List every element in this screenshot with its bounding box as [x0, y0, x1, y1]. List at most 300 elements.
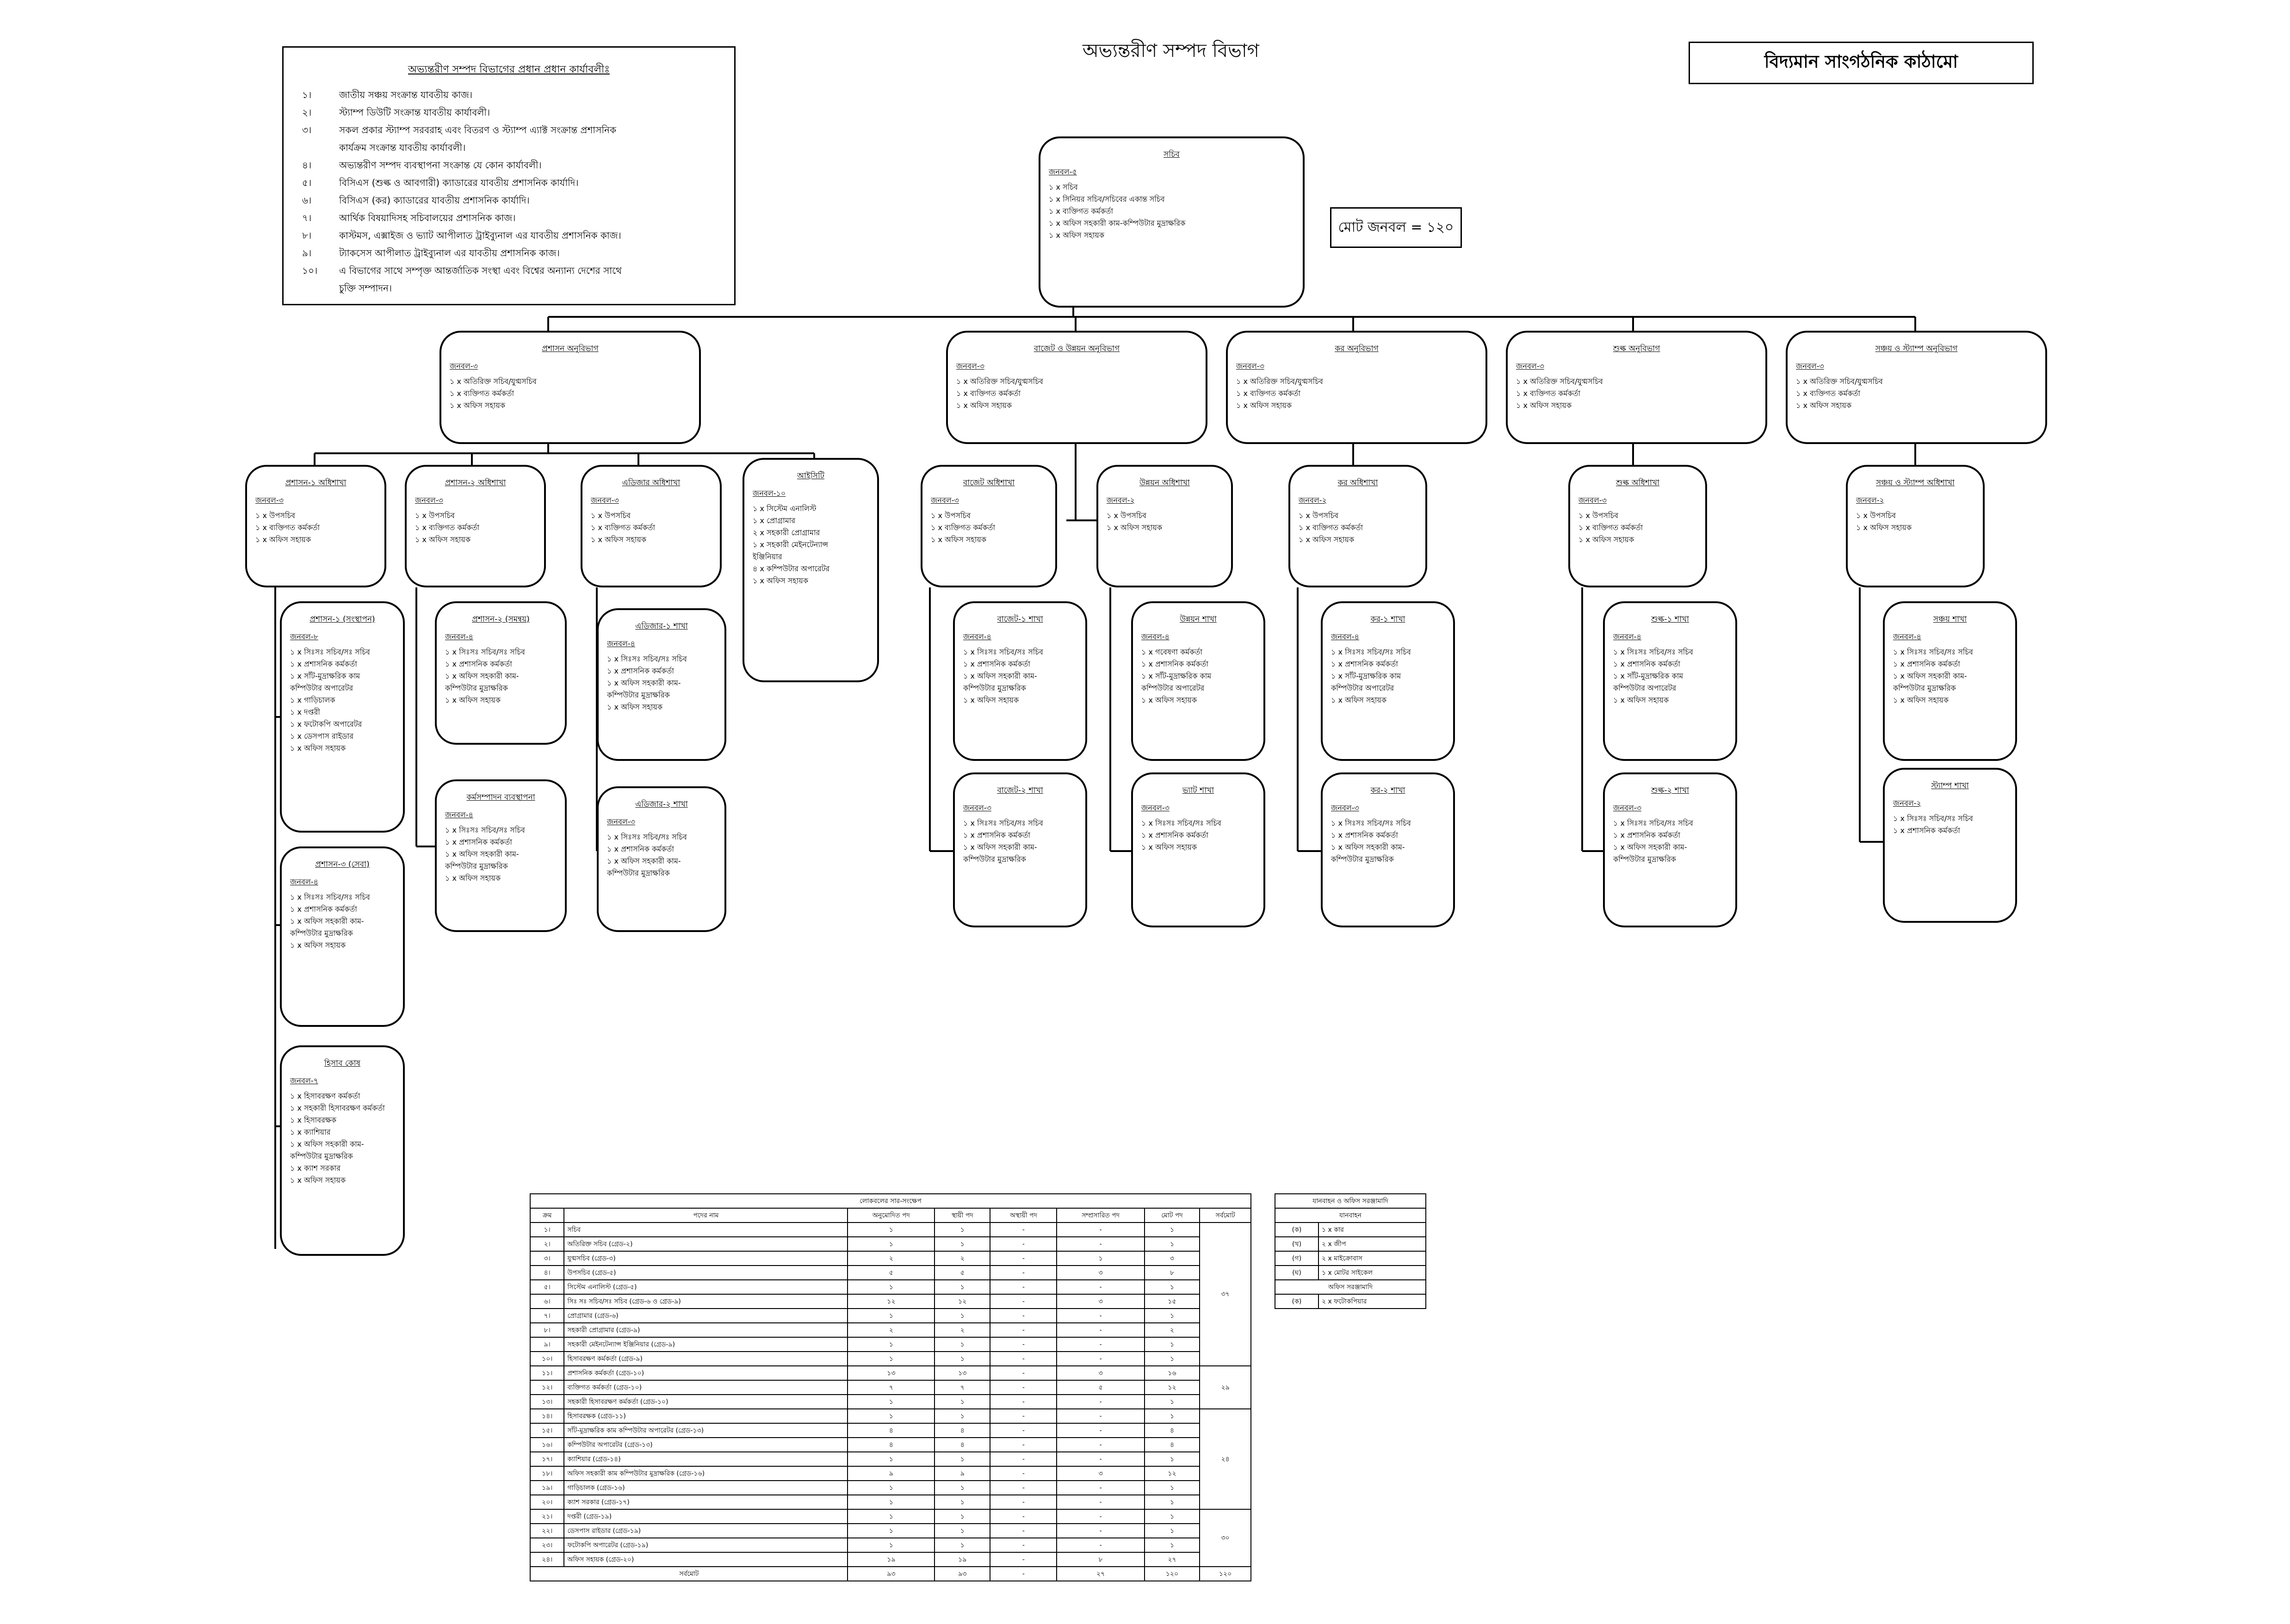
post-name-cell: সহকারী মেইনটেন্যান্স ইঞ্জিনিয়ার (গ্রেড-৯)	[564, 1337, 848, 1352]
group-total-cell: ২৪	[1200, 1409, 1251, 1509]
function-text	[339, 244, 560, 262]
summary-cell: ১	[935, 1395, 990, 1409]
box-line: ১ x ব্যক্তিগত কর্মকর্তা	[1578, 523, 1643, 532]
summary-cell: -	[1057, 1495, 1144, 1509]
box-manpower: জনবল-৪	[1331, 632, 1359, 641]
box-line: ১ x অফিস সহায়ক	[290, 1176, 346, 1185]
box-savings-branch	[1846, 465, 1985, 587]
box-line: ১ x অফিস সহায়ক	[1236, 401, 1292, 410]
box-customs1-section	[1603, 601, 1737, 761]
summary-cell: ১	[1145, 1280, 1200, 1294]
box-title: শুল্ক অধিশাখা	[1616, 478, 1659, 488]
box-admin2-branch	[405, 465, 546, 587]
box-line: ১ x অফিস সহায়ক	[290, 941, 346, 950]
summary-cell: -	[1057, 1524, 1144, 1538]
box-line: ১ x প্রশাসনিক কর্মকর্তা	[445, 838, 512, 846]
summary-cell: ১২	[1145, 1466, 1200, 1481]
summary-cell: ৭	[935, 1380, 990, 1395]
summary-cell: ১	[935, 1280, 990, 1294]
box-line: ১ x অতিরিক্ত সচিব/যুগ্মসচিব	[956, 377, 1043, 386]
box-line: কম্পিউটার মুদ্রাক্ষরিক	[1331, 855, 1394, 864]
box-line: ১ x ব্যক্তিগত কর্মকর্তা	[1796, 389, 1861, 398]
summary-cell: ২২।	[530, 1524, 564, 1538]
box-line: ১ x ডেসপাস রাইডার	[290, 732, 353, 741]
summary-cell: ১২।	[530, 1380, 564, 1395]
box-line: ২ x সহকারী প্রোগ্রামার	[753, 528, 820, 537]
post-name-cell: প্রশাসনিক কর্মকর্তা (গ্রেড-১০)	[564, 1366, 848, 1380]
summary-total-cell: ১২০	[1145, 1567, 1200, 1581]
box-line: ১ x অফিস সহায়ক	[1049, 231, 1105, 240]
box-line: ১ x অফিস সহায়ক	[607, 703, 663, 711]
box-line: ১ x সহকারী মেইনটেন্যান্স	[753, 540, 829, 549]
summary-row	[530, 1380, 1251, 1395]
summary-cell: -	[990, 1466, 1057, 1481]
function-item	[302, 156, 716, 174]
summary-cell: ৩।	[530, 1251, 564, 1266]
summary-cell: ১	[848, 1237, 935, 1251]
summary-cell: -	[990, 1395, 1057, 1409]
summary-cell: ১	[848, 1409, 935, 1423]
box-manpower: জনবল-৪	[445, 810, 473, 819]
function-text	[339, 156, 542, 174]
post-name-cell: সিস্টেম এনালিস্ট (গ্রেড-৫)	[564, 1280, 848, 1294]
box-line: ১ x অফিস সহায়ক	[591, 535, 647, 544]
summary-cell: ১২	[848, 1294, 935, 1309]
summary-cell: -	[1057, 1438, 1144, 1452]
box-admin3-section	[280, 846, 405, 1027]
vehicle-index: (খ)	[1275, 1237, 1318, 1251]
summary-cell: -	[1057, 1481, 1144, 1495]
function-text-line: জাতীয় সঞ্চয় সংক্রান্ত যাবতীয় কাজ।	[339, 89, 473, 100]
box-manpower: জনবল-৩	[1141, 803, 1170, 812]
box-title: ভ্যাট শাখা	[1182, 786, 1214, 795]
box-title: প্রশাসন-২ (সমন্বয়)	[472, 615, 530, 624]
post-name-cell: যুগ্মসচিব (গ্রেড-৩)	[564, 1251, 848, 1266]
box-manpower: জনবল-৩	[931, 496, 959, 505]
box-line: ১ x প্রশাসনিক কর্মকর্তা	[963, 660, 1030, 668]
summary-cell: -	[1057, 1509, 1144, 1524]
post-name-cell: সহকারী হিসাবরক্ষণ কর্মকর্তা (গ্রেড-১০)	[564, 1395, 848, 1409]
box-manpower: জনবল-৫	[1049, 167, 1077, 176]
function-item	[302, 191, 716, 209]
box-line: ১ x সিঃসঃ সচিব/সঃ সচিব	[1613, 819, 1693, 827]
summary-cell: ১	[935, 1524, 990, 1538]
summary-cell: ৩	[1057, 1366, 1144, 1380]
summary-row	[530, 1438, 1251, 1452]
summary-cell: ২	[935, 1323, 990, 1337]
summary-cell: -	[990, 1294, 1057, 1309]
summary-cell: ১	[848, 1538, 935, 1552]
function-number: ৫।	[302, 177, 312, 188]
box-customs-wing	[1506, 331, 1767, 444]
summary-cell: ১	[1145, 1237, 1200, 1251]
box-line: ১ x সিঃসঃ সচিব/সঃ সচিব	[963, 648, 1043, 656]
vehicle-row	[1275, 1251, 1426, 1266]
box-line: ১ x সিঃসঃ সচিব/সঃ সচিব	[290, 893, 370, 902]
summary-total-cell: ৯৩	[848, 1567, 935, 1581]
summary-cell: ২।	[530, 1237, 564, 1251]
box-title: কর অধিশাখা	[1337, 478, 1378, 488]
summary-cell: ১	[935, 1509, 990, 1524]
box-savings-section	[1883, 601, 2017, 761]
box-line: ১ x অফিস সহায়ক	[1299, 535, 1355, 544]
summary-row	[530, 1266, 1251, 1280]
summary-row	[530, 1251, 1251, 1266]
function-number: ৭।	[302, 212, 312, 223]
box-manpower: জনবল-৩	[255, 496, 284, 505]
box-vat-section	[1131, 772, 1265, 927]
summary-cell: ১	[935, 1223, 990, 1237]
box-line: ১ x সহকারী হিসাবরক্ষণ কর্মকর্তা	[290, 1104, 385, 1112]
post-name-cell: হিসাবরক্ষণ কর্মকর্তা (গ্রেড-৯)	[564, 1352, 848, 1366]
box-development-section	[1131, 601, 1265, 761]
box-line: ১ x প্রশাসনিক কর্মকর্তা	[1141, 831, 1208, 840]
box-line: ১ x অফিস সহায়ক	[963, 696, 1019, 704]
summary-cell: -	[990, 1552, 1057, 1567]
box-line: কম্পিউটার অপারেটর	[1141, 684, 1205, 692]
summary-cell: -	[990, 1251, 1057, 1266]
box-budget2-section	[953, 772, 1087, 927]
summary-cell: ১৮।	[530, 1466, 564, 1481]
box-title: প্রশাসন-৩ (সেবা)	[315, 860, 370, 869]
summary-cell: ১০।	[530, 1352, 564, 1366]
box-title: শুল্ক-২ শাখা	[1651, 786, 1689, 795]
summary-cell: ১।	[530, 1223, 564, 1237]
summary-header-cell: পদের নাম	[564, 1208, 848, 1223]
box-line: ১ x সাঁট-মুদ্রাক্ষরিক কাম	[1331, 672, 1401, 680]
box-line: ১ x হিসাবরক্ষক	[290, 1116, 337, 1124]
box-line: ১ x অফিস সহকারী কাম-	[963, 672, 1037, 680]
box-manpower: জনবল-১০	[753, 489, 786, 498]
post-name-cell: দপ্তরী (গ্রেড-১৯)	[564, 1509, 848, 1524]
summary-total-cell: -	[990, 1567, 1057, 1581]
group-total-cell: ৩৭	[1200, 1223, 1251, 1366]
box-title: প্রশাসন-১ (সংস্থাপন)	[309, 615, 375, 624]
page-title: অভ্যন্তরীণ সম্পদ বিভাগ	[1083, 40, 1259, 62]
box-line: ১ x ব্যক্তিগত কর্মকর্তা	[931, 523, 996, 532]
summary-row	[530, 1481, 1251, 1495]
summary-header-cell: অস্থায়ী পদ	[990, 1208, 1057, 1223]
box-audit2-section	[597, 786, 726, 932]
summary-cell: ৬।	[530, 1294, 564, 1309]
summary-row	[530, 1280, 1251, 1294]
summary-cell: -	[1057, 1337, 1144, 1352]
total-staff: মোট জনবল = ১২০	[1338, 219, 1454, 235]
summary-cell: -	[990, 1337, 1057, 1352]
box-line: ১ x অফিস সহায়ক	[1578, 535, 1634, 544]
summary-cell: ১৯	[935, 1552, 990, 1567]
summary-cell: -	[1057, 1538, 1144, 1552]
summary-total-label: সর্বমোট	[530, 1567, 848, 1581]
box-line: ১ x সিস্টেম এনালিস্ট	[753, 504, 817, 513]
function-text-line: আর্থিক বিষয়াদিসহ সচিবালয়ের প্রশাসনিক কাজ।	[339, 212, 516, 223]
function-text	[339, 209, 515, 227]
function-item	[302, 244, 716, 262]
box-line: ১ x প্রশাসনিক কর্মকর্তা	[1331, 660, 1398, 668]
functions-heading: অভ্যন্তরীণ সম্পদ বিভাগের প্রধান প্রধান কার্যাবলীঃ	[408, 64, 610, 75]
box-title: শুল্ক-১ শাখা	[1651, 615, 1689, 624]
post-name-cell: অতিরিক্ত সচিব (গ্রেড-২)	[564, 1237, 848, 1251]
box-line: ১ x অতিরিক্ত সচিব/যুগ্মসচিব	[450, 377, 537, 386]
box-line: ১ x অফিস সহায়ক	[1613, 696, 1669, 704]
box-manpower: জনবল-৩	[415, 496, 443, 505]
summary-cell: ৫	[848, 1266, 935, 1280]
box-tax-wing	[1226, 331, 1487, 444]
summary-table	[530, 1193, 1251, 1581]
box-line: কম্পিউটার মুদ্রাক্ষরিক	[445, 684, 508, 692]
box-title: প্রশাসন অনুবিভাগ	[542, 344, 599, 353]
box-line: ১ x অফিস সহায়ক	[1893, 696, 1949, 704]
summary-total-cell: ১২০	[1200, 1567, 1251, 1581]
summary-cell: ৫	[1057, 1380, 1144, 1395]
box-line: ১ x সিঃসঃ সচিব/সঃ সচিব	[607, 655, 687, 663]
functions-list	[302, 86, 716, 297]
box-manpower: জনবল-৩	[1516, 362, 1544, 370]
group-total-cell: ৩০	[1200, 1509, 1251, 1567]
summary-cell: ১	[1145, 1509, 1200, 1524]
box-line: ১ x সিঃসঃ সচিব/সঃ সচিব	[1893, 648, 1973, 656]
summary-cell: ১	[1145, 1395, 1200, 1409]
summary-cell: ১	[848, 1395, 935, 1409]
summary-cell: ১	[848, 1495, 935, 1509]
box-title: কর-২ শাখা	[1370, 786, 1405, 795]
summary-cell: -	[990, 1481, 1057, 1495]
box-line: ১ x অতিরিক্ত সচিব/যুগ্মসচিব	[1236, 377, 1323, 386]
summary-row	[530, 1538, 1251, 1552]
summary-cell: ১২	[935, 1294, 990, 1309]
box-line: ১ x ব্যক্তিগত কর্মকর্তা	[1299, 523, 1363, 532]
box-line: ১ x ফটোকপি অপারেটর	[290, 720, 362, 729]
post-name-cell: সহকারী প্রোগ্রামার (গ্রেড-৯)	[564, 1323, 848, 1337]
summary-cell: ১	[848, 1452, 935, 1466]
summary-cell: ১৬	[1145, 1366, 1200, 1380]
box-line: ১ x উপসচিব	[415, 511, 455, 520]
summary-cell: ১	[1145, 1452, 1200, 1466]
summary-cell: ৪	[935, 1438, 990, 1452]
box-line: ১ x উপসচিব	[591, 511, 631, 520]
function-item	[302, 209, 716, 227]
box-line: ১ x অফিস সহায়ক	[1107, 523, 1163, 532]
box-manpower: জনবল-২	[1893, 799, 1921, 808]
box-savings-wing	[1786, 331, 2047, 444]
box-manpower: জনবল-৪	[1141, 632, 1170, 641]
box-manpower: জনবল-৩	[607, 817, 635, 826]
box-admin1-section	[280, 601, 405, 833]
summary-cell: ১	[1145, 1223, 1200, 1237]
vehicle-subheading: যানবাহন	[1275, 1208, 1426, 1223]
box-line: ১ x উপসচিব	[931, 511, 971, 520]
function-number: ৪।	[302, 160, 312, 171]
equipment-item: ২ x ফটোকপিয়ার	[1318, 1294, 1426, 1309]
summary-row	[530, 1366, 1251, 1380]
summary-cell: -	[1057, 1223, 1144, 1237]
box-line: ১ x ব্যক্তিগত কর্মকর্তা	[255, 523, 320, 532]
functions-box	[282, 46, 736, 305]
summary-cell: ৭।	[530, 1309, 564, 1323]
box-line: ১ x সচিব	[1049, 183, 1078, 191]
vehicle-item: ১ x কার	[1318, 1223, 1426, 1237]
box-line: ১ x হিসাবরক্ষণ কর্মকর্তা	[290, 1092, 360, 1100]
post-name-cell: কম্পিউটার অপারেটর (গ্রেড-১৩)	[564, 1438, 848, 1452]
box-audit-branch	[581, 465, 722, 587]
box-line: ১ x সিঃসঃ সচিব/সঃ সচিব	[445, 648, 525, 656]
vehicle-item: ২ x মাইক্রোবাস	[1318, 1251, 1426, 1266]
function-text	[339, 191, 530, 209]
summary-total-cell: ৯৩	[935, 1567, 990, 1581]
box-title: কর অনুবিভাগ	[1335, 344, 1379, 353]
box-manpower: জনবল-৩	[1331, 803, 1359, 812]
summary-cell: -	[1057, 1352, 1144, 1366]
box-line: ৪ x কম্পিউটার অপারেটর	[753, 564, 830, 573]
summary-cell: ১৩।	[530, 1395, 564, 1409]
post-name-cell: প্রোগ্রামার (গ্রেড-৬)	[564, 1309, 848, 1323]
summary-cell: ৩	[1145, 1251, 1200, 1266]
function-text-line: ট্যাকসেস আপীলাত ট্রাইব্যুনাল এর যাবতীয় প্রশাসনিক কাজ।	[339, 247, 560, 259]
box-line: ১ x দপ্তরী	[290, 708, 320, 716]
post-name-cell: অফিস সহকারী কাম কম্পিউটার মুদ্রাক্ষরিক (গ্রেড-১৬)	[564, 1466, 848, 1481]
equipment-index: (ক)	[1275, 1294, 1318, 1309]
summary-cell: ৮	[1145, 1266, 1200, 1280]
summary-header-cell: অনুমোদিত পদ	[848, 1208, 935, 1223]
summary-cell: ১	[848, 1481, 935, 1495]
summary-cell: -	[990, 1266, 1057, 1280]
box-line: ১ x প্রশাসনিক কর্মকর্তা	[1613, 660, 1680, 668]
summary-table-body	[530, 1223, 1251, 1581]
summary-total-cell: ২৭	[1057, 1567, 1144, 1581]
box-line: ১ x অফিস সহকারী কাম-	[607, 679, 681, 687]
box-manpower: জনবল-৩	[1796, 362, 1824, 370]
box-line: ১ x উপসচিব	[1299, 511, 1339, 520]
summary-cell: ১২	[1145, 1380, 1200, 1395]
box-line: ১ x সিঃসঃ সচিব/সঃ সচিব	[1613, 648, 1693, 656]
summary-cell: ২৩।	[530, 1538, 564, 1552]
box-stamp-section	[1883, 768, 2017, 923]
summary-cell: ৪	[935, 1423, 990, 1438]
summary-row	[530, 1237, 1251, 1251]
summary-cell: -	[990, 1366, 1057, 1380]
equipment-subheading-row	[1275, 1280, 1426, 1294]
function-number: ১০।	[302, 265, 318, 276]
summary-cell: ১	[1145, 1352, 1200, 1366]
box-line: কম্পিউটার মুদ্রাক্ষরিক	[963, 855, 1026, 864]
summary-table-header	[530, 1208, 1251, 1223]
vehicle-subheading-row	[1275, 1208, 1426, 1223]
summary-row	[530, 1509, 1251, 1524]
box-line: ১ x অফিস সহায়ক	[445, 696, 501, 704]
summary-cell: -	[990, 1352, 1057, 1366]
function-text-line: স্ট্যাম্প ডিউটি সংক্রান্ত যাবতীয় কার্যাবলী।	[339, 107, 490, 118]
summary-cell: -	[990, 1423, 1057, 1438]
summary-table-wrapper	[530, 1193, 1251, 1581]
box-title: সঞ্চয় শাখা	[1933, 615, 1967, 624]
summary-cell: -	[1057, 1237, 1144, 1251]
summary-cell: ৫।	[530, 1280, 564, 1294]
summary-row	[530, 1495, 1251, 1509]
box-line: ১ x ব্যক্তিগত কর্মকর্তা	[1516, 389, 1581, 398]
box-manpower: জনবল-২	[1299, 496, 1327, 505]
box-line: ১ x সাঁট-মুদ্রাক্ষরিক কাম	[290, 672, 360, 680]
summary-row	[530, 1524, 1251, 1538]
function-text	[339, 121, 616, 156]
box-line: ১ x অফিস সহায়ক	[1141, 843, 1197, 852]
summary-cell: ৩	[1057, 1266, 1144, 1280]
box-title: উন্নয়ন অধিশাখা	[1139, 478, 1190, 488]
function-text	[339, 262, 622, 297]
summary-cell: ২১।	[530, 1509, 564, 1524]
vehicle-item: ১ x মোটর সাইকেল	[1318, 1266, 1426, 1280]
summary-row	[530, 1352, 1251, 1366]
box-tax-branch	[1288, 465, 1427, 587]
box-line: ১ x ব্যক্তিগত কর্মকর্তা	[450, 389, 514, 398]
box-line: ১ x অফিস সহকারী কাম-	[445, 672, 519, 680]
box-line: ১ x ক্যাশিয়ার	[290, 1128, 331, 1136]
box-title: বাজেট-১ শাখা	[997, 615, 1043, 624]
summary-cell: ৮।	[530, 1323, 564, 1337]
vehicle-row	[1275, 1223, 1426, 1237]
box-line: ১ x উপসচিব	[1856, 511, 1896, 520]
equipment-row	[1275, 1294, 1426, 1309]
box-title: কর্মসম্পাদন ব্যবস্থাপনা	[466, 793, 535, 802]
box-title: সঞ্চয় ও স্ট্যাম্প অনুবিভাগ	[1875, 344, 1958, 353]
structure-label: বিদ্যমান সাংগঠনিক কাঠামো	[1764, 51, 1958, 72]
box-manpower: জনবল-৪	[963, 632, 991, 641]
function-text-line: বিসিএস (শুল্ক ও আবগারী) ক্যাডারের যাবতীয় প্রশাসনিক কার্যাদি।	[339, 177, 579, 188]
function-item	[302, 262, 716, 297]
box-line: ১ x অতিরিক্ত সচিব/যুগ্মসচিব	[1516, 377, 1603, 386]
box-line: ১ x অফিস সহায়ক	[1856, 523, 1912, 532]
summary-cell: ১৯।	[530, 1481, 564, 1495]
summary-cell: ১	[848, 1223, 935, 1237]
box-line: কম্পিউটার অপারেটর	[1613, 684, 1677, 692]
box-title: আইসিটি	[797, 471, 824, 481]
summary-cell: ৪	[1145, 1438, 1200, 1452]
summary-cell: ১	[935, 1452, 990, 1466]
box-line: ১ x প্রশাসনিক কর্মকর্তা	[1613, 831, 1680, 840]
summary-header-cell: স্থায়ী পদ	[935, 1208, 990, 1223]
box-line: ১ x প্রোগ্রামার	[753, 516, 796, 525]
post-name-cell: ক্যাশ সরকার (গ্রেড-১৭)	[564, 1495, 848, 1509]
vehicle-table	[1275, 1193, 1426, 1309]
post-name-cell: অফিস সহায়ক (গ্রেড-২০)	[564, 1552, 848, 1567]
box-line: ১ x অতিরিক্ত সচিব/যুগ্মসচিব	[1796, 377, 1883, 386]
summary-cell: ১৩	[848, 1366, 935, 1380]
summary-cell: -	[1057, 1309, 1144, 1323]
box-line: কম্পিউটার অপারেটর	[1331, 684, 1394, 692]
vehicle-table-wrapper	[1275, 1193, 1426, 1309]
function-number: ২।	[302, 107, 312, 118]
summary-cell: ২৭	[1145, 1552, 1200, 1567]
summary-cell: -	[990, 1280, 1057, 1294]
vehicle-index: (ঘ)	[1275, 1266, 1318, 1280]
summary-cell: ১১।	[530, 1366, 564, 1380]
box-line: ১ x অফিস সহায়ক	[290, 744, 346, 753]
box-audit1-section	[597, 608, 726, 761]
summary-cell: -	[990, 1237, 1057, 1251]
summary-header-cell: সর্বমোট	[1200, 1208, 1251, 1223]
summary-cell: -	[990, 1509, 1057, 1524]
box-manpower: জনবল-৩	[1613, 803, 1641, 812]
function-text-line: কার্যক্রম সংক্রান্ত যাবতীয় কার্যাবলী।	[339, 142, 466, 153]
post-name-cell: সচিব	[564, 1223, 848, 1237]
box-budget-branch	[921, 465, 1057, 587]
box-line: ১ x সিঃসঃ সচিব/সঃ সচিব	[290, 648, 370, 656]
function-text-line: চুক্তি সম্পাদন।	[339, 283, 392, 294]
equipment-subheading: অফিস সরঞ্জামাদি	[1275, 1280, 1426, 1294]
summary-cell: -	[990, 1223, 1057, 1237]
summary-cell: -	[1057, 1409, 1144, 1423]
box-manpower: জনবল-৩	[1578, 496, 1607, 505]
summary-row	[530, 1452, 1251, 1466]
